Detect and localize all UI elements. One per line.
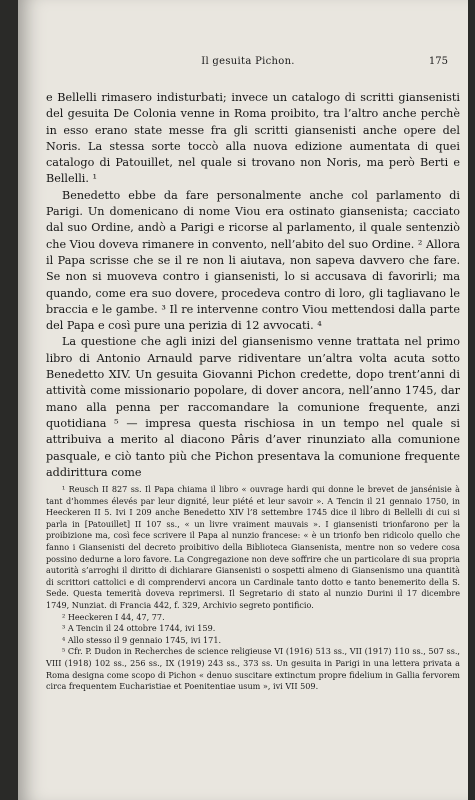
footnote: ⁴ Allo stesso il 9 gennaio 1745, ivi 171. (62, 634, 222, 645)
page-number: 175 (428, 56, 448, 67)
running-title: Il gesuita Pichon. (201, 56, 295, 67)
paragraph: e Bellelli rimasero indisturbati; invece un catalogo di scritti giansenisti del gesuita De Colonia venne in Roma proibito, tra l’altro anche perchè in esso erano state messe fra gli scritti giansenisti anche opere del Noris. La stessa sorte toccò alla nuova edizione aumentata di quei catalogo di Patouillet, nel quale si trovano non Noris, ma però Berti e Bellelli. ¹ (46, 91, 460, 186)
footnote: ³ A Tencin il 24 ottobre 1744, ivi 159. (62, 623, 216, 634)
book-page (18, 0, 468, 800)
paragraph: Benedetto ebbe da fare personalmente anche col parlamento di Parigi. Un domenicano di nome Viou era ostinato giansenista; cacciato dal suo Ordine, andò a Parigi e ricorse al parlamento, il quale sentenziò che Viou doveva rimanere in convento, nell’abito del suo Ordine. ² Allora il Papa scrisse che se il re non li aiutava, non sapeva davvero che fare. Se non si muoveva contro i giansenisti, lo si accusava di favorirli; ma quando, come era suo dovere, procedeva contro di loro, gli tagliavano le braccia e le gambe. ³ Il re intervenne contro Viou mettendosi dalla parte del Papa e così pure una perizia di 12 avvocati. ⁴ (46, 188, 460, 333)
footnote: ¹ Reusch II 827 ss. Il Papa chiama il libro « ouvrage hardi qui donne le brevet de jansénisie à tant d’hommes élevés par leur dignité, leur piété et leur savoir ». A Tencin il 21 gennaio 1750, in Heeckeren II 5. Ivi I 209 anche Benedetto XIV l’8 settembre 1745 dice il libro di Bellelli di cui si parla in [Patouillet] II 107 ss., « un livre vraiment mauvais ». I giansenisti trionfarono per la proibizione ma, così fece scrivere il Papa al nunzio francese: « è un trionfo ben ridicolo quello che fanno i Giansenisti del decreto proibitivo della Biblioteca Giansenista, mentre non so vedere cosa possino dedurne a loro favore. La Congregazione non deve soffrire che un particolare di sua propria autorità s’arroghi il diritto di dichiarare Giansenisti o sospetti almeno di Giansenismo una quantità di scrittori cattolici e di comprendervi ancora un Cardinale tanto dotto e tanto benemerito della S. Sede. Questa temerità doveva reprimersi. Il Segretario di stato al nunzio Durini il 17 dicembre 1749, Nunziat. di Francia 442, f. 329, Archivio segreto pontificio. (46, 484, 460, 610)
footnote: ² Heeckeren I 44, 47, 77. (62, 611, 165, 622)
footnotes (46, 484, 460, 693)
paragraph: La questione che agli inizi del giansenismo venne trattata nel primo libro di Antonio Arnauld parve ridiventare un’altra volta acuta sotto Benedetto XIV. Un gesuita Giovanni Pichon credette, dopo trent’anni di attività come missionario popolare, di dover ancora, nell’anno 1745, dar mano alla penna per raccomandare la comunione frequente, anzi quotidiana ⁵ — impresa questa rischiosa in un tempo nel quale si attribuiva a merito al diacono Pâris d’aver rinunziato alla comunione pasquale, e ciò tanto più che Pichon presentava la comunione frequente addirittura come (46, 335, 460, 479)
body-text (46, 90, 460, 481)
page-header (48, 56, 448, 70)
footnote: ⁵ Cfr. P. Dudon in Recherches de science religieuse VI (1916) 513 ss., VII (1917) 110 ss., 507 ss., VIII (1918) 102 ss., 256 ss., IX (1919) 243 ss., 373 ss. Un gesuita in Parigi in una lettera privata a Roma designa come scopo di Pichon « denuo suscitare extinctum propre fidelium in Gallia fervorem circa frequentem Eucharistiae et Poenitentiae usum », ivi VII 509. (46, 646, 460, 692)
